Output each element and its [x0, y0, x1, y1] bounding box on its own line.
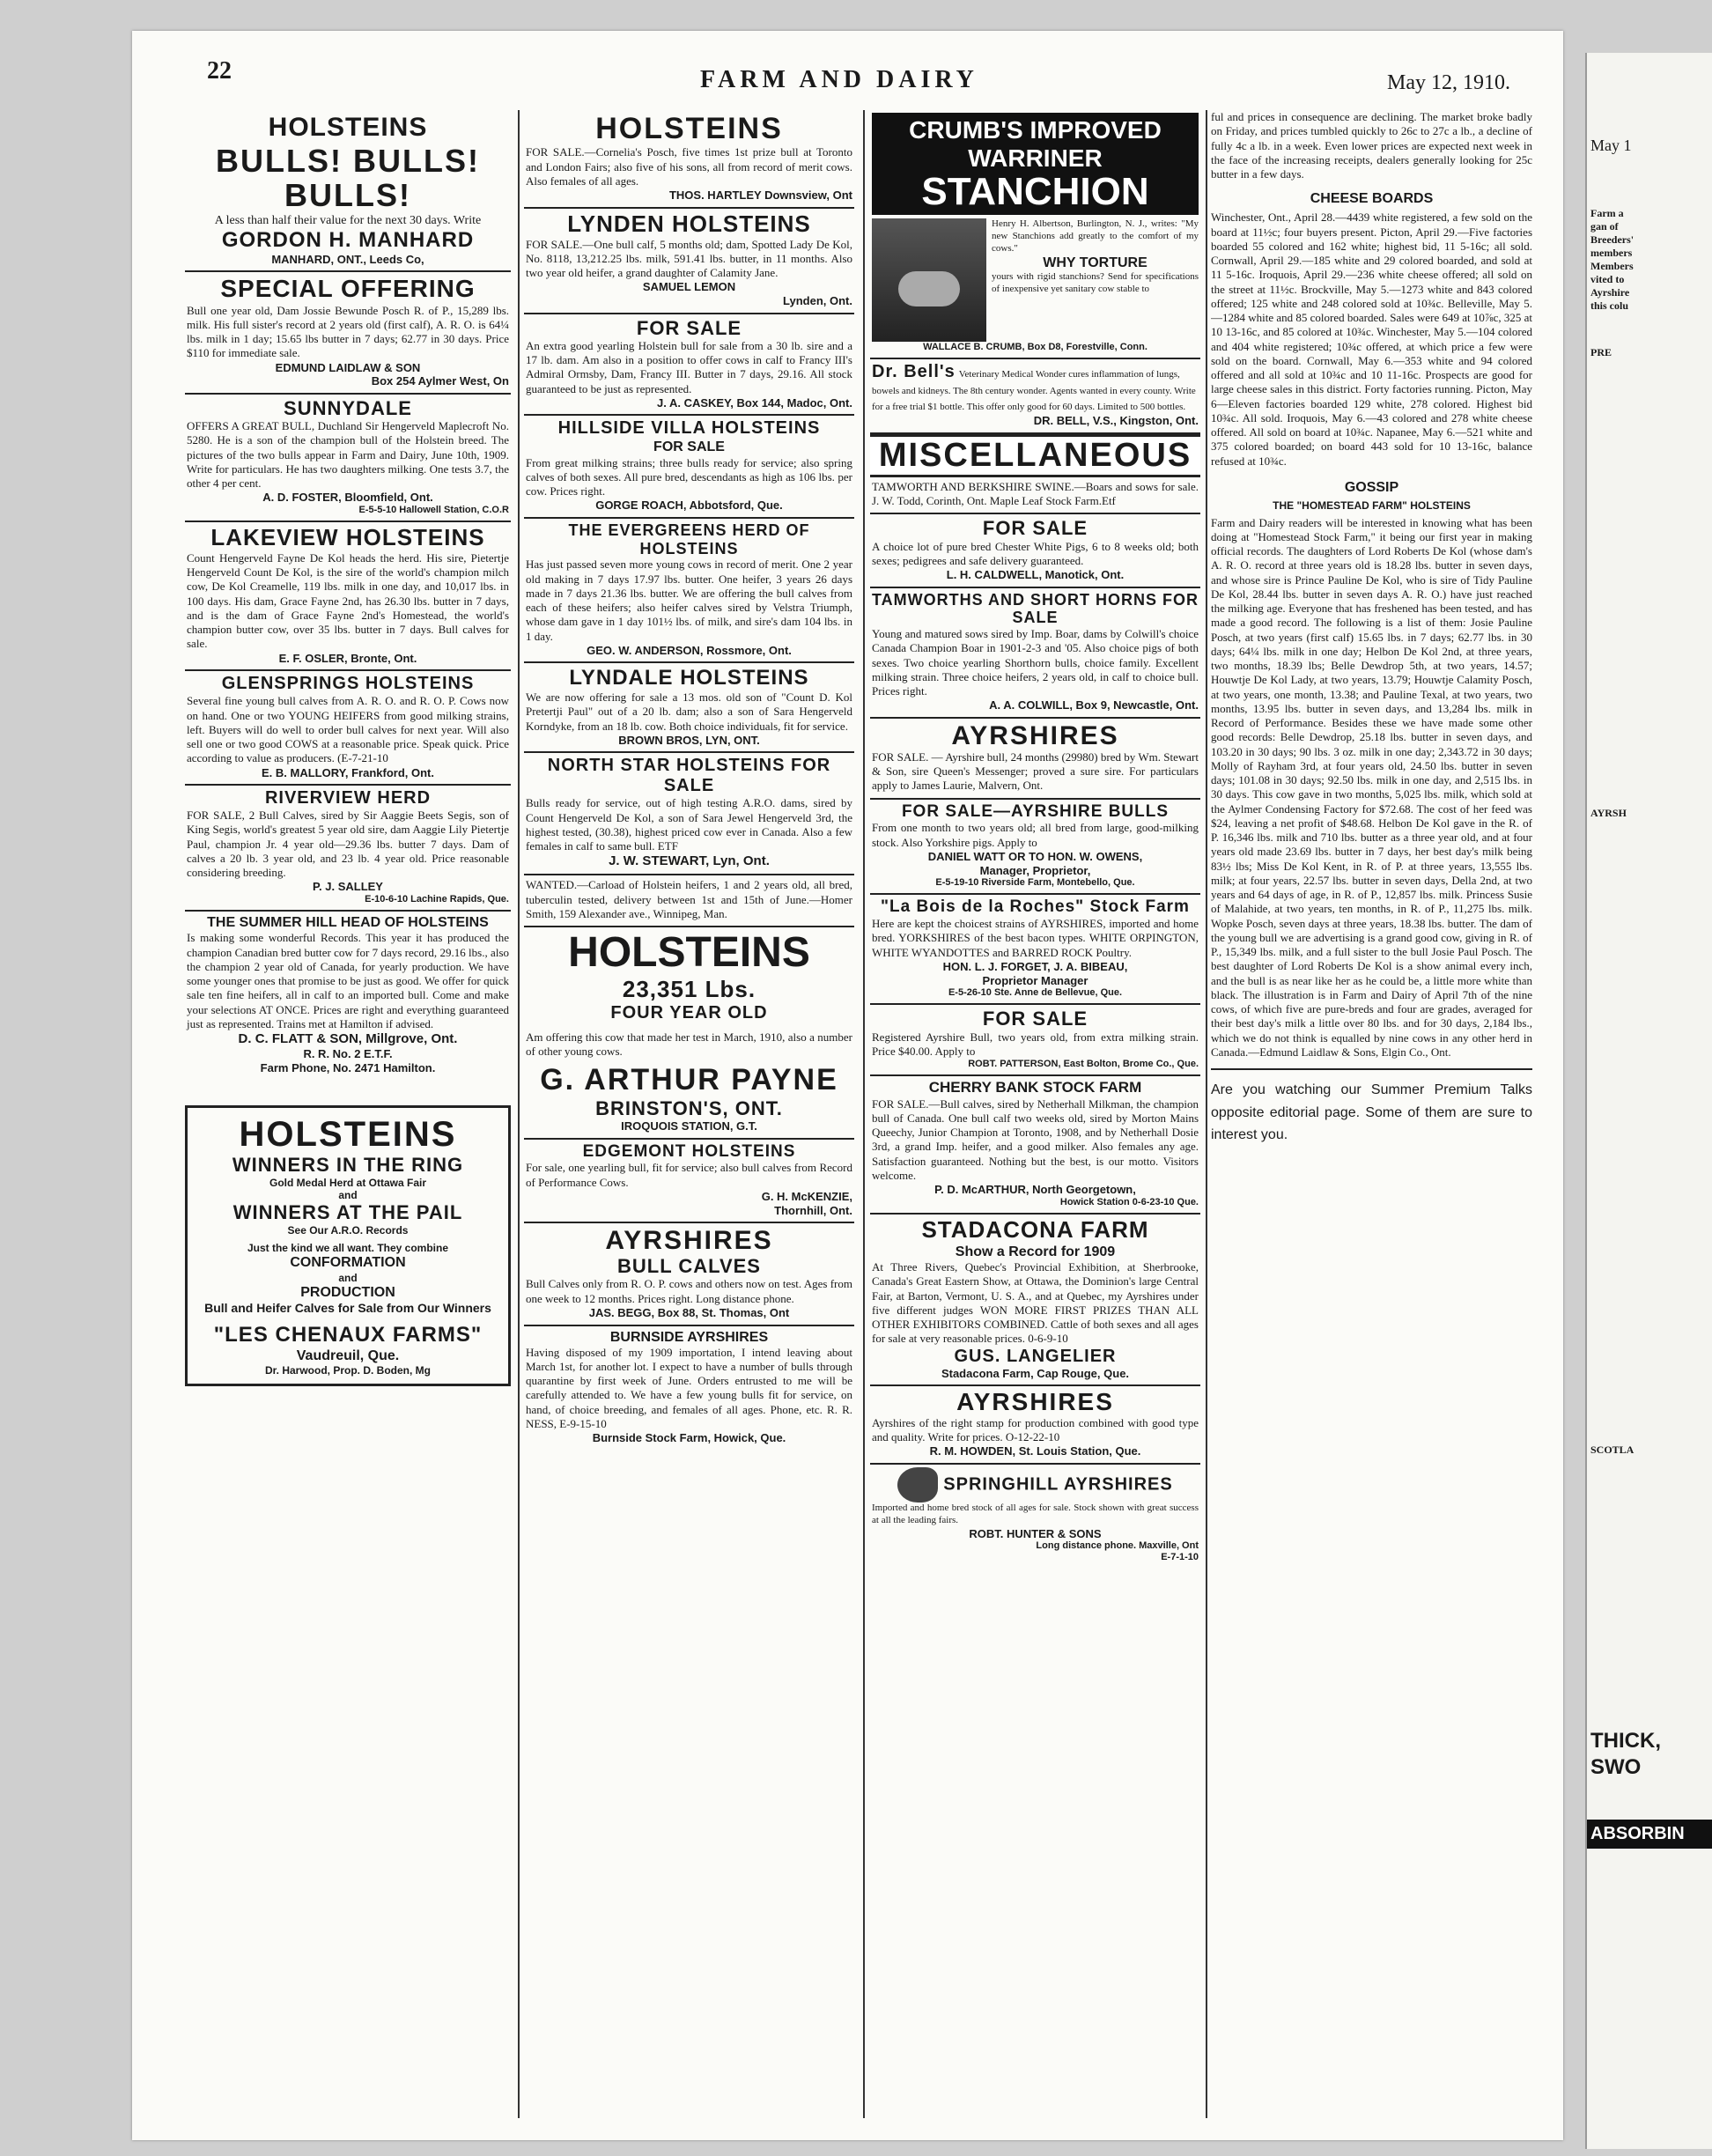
ad-signature: E. B. MALLORY, Frankford, Ont. — [262, 765, 434, 779]
premium-note: Are you watching our Summer Premium Talks opposite editorial page. Some of them are sure to interest you. — [1211, 1082, 1532, 1143]
page-header — [207, 57, 1510, 101]
ad-body: Young and matured sows sired by Imp. Boar, dams by Colwill's choice Canada Champion Boar in 1901-2-3 and '05. Also choice pigs of both sexes. Two choice yearling Shorthorn bulls, choice family. Excellent milking strain. Three choice heifers, 2 years old, in calf to choice bull. Prices right. — [872, 627, 1199, 698]
ad-lynden — [524, 209, 854, 314]
next-page-heading: AYRSH — [1590, 806, 1627, 819]
ad-name: GORDON H. MANHARD — [221, 228, 475, 253]
ad-springhill — [870, 1465, 1200, 1568]
next-page-edge — [1585, 53, 1712, 2149]
ad-title: AYRSHIRES — [951, 720, 1119, 750]
ad-caldwell — [870, 514, 1200, 587]
ad-signature: E. F. OSLER, Bronte, Ont. — [278, 651, 417, 665]
column-rule — [863, 110, 865, 2118]
ad-title: TAMWORTHS AND SHORT HORNS FOR SALE — [872, 590, 1199, 627]
ad-body: FOR SALE.—One bull calf, 5 months old; dam, Spotted Lady De Kol, No. 8118, 13,212.25 lbs. milk, 591.41 lbs. butter, in 11 months. Also two year old heifer, a grand daughter of Calamity Jane. — [526, 237, 852, 280]
next-page-date: May 1 — [1590, 137, 1632, 154]
ad-body: Having disposed of my 1909 importation, I intend leaving about March 1st, for another lot. I expect to have a number of bulls through quarantine by first week of June. Orders entrusted to me will be carefully attended to. We have a few young bulls fit for service, on hand, of choice breeding, and females of all ages. Phone, etc. R. R. NESS, E-9-15-10 — [526, 1345, 852, 1430]
ad-les-chenaux — [185, 1105, 511, 1386]
ad-body: From great milking strains; three bulls ready for service; also spring calves of both sexes. All pure bred, descendants as high as 106 lbs. per cow. Prices right. — [526, 455, 852, 498]
ad-watt-owens — [870, 800, 1200, 896]
ad-signature: A. A. COLWILL, Box 9, Newcastle, Ont. — [989, 698, 1199, 713]
cow-stanchion-illustration — [872, 218, 986, 342]
section-heading: GOSSIP — [1344, 479, 1399, 495]
ad-signature: Long distance phone. Maxville, Ont — [1036, 1540, 1199, 1552]
ad-signature: JAS. BEGG, Box 88, St. Thomas, Ont — [588, 1305, 790, 1319]
ad-title: Dr. Bell's — [872, 362, 956, 382]
ad-lyndale — [524, 663, 854, 753]
column-rule — [518, 110, 520, 2118]
ad-title: SUNNYDALE — [284, 396, 412, 419]
ad-signature: DANIEL WATT OR TO HON. W. OWENS, — [927, 849, 1143, 863]
ad-line: Vaudreuil, Que. — [296, 1348, 400, 1363]
column-2 — [524, 110, 854, 2118]
ad-signature: Proprietor Manager — [982, 973, 1088, 987]
page-date: May 12, 1910. — [1387, 71, 1510, 94]
ad-subtitle: BULL CALVES — [617, 1255, 761, 1278]
ad-station: IROQUOIS STATION, G.T. — [621, 1119, 757, 1133]
ad-title: AYRSHIRES — [605, 1226, 773, 1256]
ad-manhard — [185, 110, 511, 272]
ad-heading: WHY TORTURE — [1043, 255, 1147, 271]
ad-title: HOLSTEINS — [239, 1115, 457, 1155]
ad-title: LYNDALE HOLSTEINS — [569, 666, 809, 690]
ad-signature: Howick Station 0-6-23-10 Que. — [1059, 1196, 1199, 1207]
ad-body: Has just passed seven more young cows in record of merit. One 2 year old making in 7 days 17.97 lbs. butter. One heifer, 3 years 26 days made in 7 days 21.36 lbs. butter. We are offering the bull calves from each of these heifers; also heifer calves sired by Velstra Triumph, whose dam gave in 1 day 101½ lbs. of milk, and sire's dam 104 lbs. in 1 day. — [526, 557, 852, 643]
cheese-boards-text: Winchester, Ont., April 28.—4439 white registered, a few sold on the board at 11½c; four buyers present. Picton, April 29.—Five factories boarded 55 colored and 162 white; highest bid, 11 5-16c; all sold. Cornwall, April 29.—185 white and 29 colored boarded, and sold at 11 5-16c. Iroquois, April 29.—236 white cheese offered; all sold on the street at 11½c. Brockville, May 5.—1273 white and 843 colored offered; 125 white and 248 colored sold at 10¾c. Belleville, May 5.—1284 white and 85 colored boarded. Sales were 649 at 10⅞c, 325 at 10 13-16c, and 85 colored at 10¾c. Winchester, May 5.—104 colored and 404 white registered; 10¾c offered, at which price a few were sold on the board. Cornwall, May 6.—353 white and 94 colored offered and all sold at 10¾c and 10 11-16c. Prospects are good for large cheese sales in this district. Forty factories running. Picton, May 6—Eleven factories boarded 129 white, 278 colored. Highest bid 10¾c. All sold. Iroquois, May 6.—43 colored and 278 white cheese offered. All sold on board at 10¾c. Napanee, May 6.—521 white and 375 colored boarded; on board 443 sold for 10 13-16c, balance refused at 10¾c. — [1211, 210, 1532, 468]
ad-title: STADACONA FARM — [921, 1215, 1149, 1243]
ad-signature: GEO. W. ANDERSON, Rossmore, Ont. — [587, 643, 792, 657]
ad-line: Just the kind we all want. They combine — [247, 1242, 449, 1255]
ad-riverview — [185, 786, 511, 912]
ad-line: FOUR YEAR OLD — [610, 1002, 768, 1023]
ad-howden — [870, 1386, 1200, 1465]
ad-crumb-stanchion — [870, 110, 1200, 359]
ad-line: WINNERS AT THE PAIL — [232, 1201, 463, 1224]
ad-body: Am offering this cow that made her test in March, 1910, also a number of other young cows. — [526, 1030, 852, 1059]
ad-signature: G. H. McKENZIE, — [761, 1189, 852, 1203]
ad-title: HOLSTEINS — [568, 929, 810, 977]
ad-body: WANTED.—Carload of Holstein heifers, 1 and 2 years old, all bred, tuberculin tested, delivery between 1st and 15th of June.—Homer Smith, 159 Alexander ave., Winnipeg, Man. — [526, 878, 852, 920]
ad-name: G. ARTHUR PAYNE — [540, 1063, 838, 1097]
ad-lakeview — [185, 522, 511, 671]
ad-laurie — [870, 719, 1200, 800]
ad-glensprings — [185, 671, 511, 786]
ad-title: BULLS! BULLS! BULLS! — [216, 142, 480, 214]
ad-signature: E-7-1-10 — [1161, 1552, 1199, 1563]
ad-body: An extra good yearling Holstein bull for sale from a 30 lb. sire and a 17 lb. dam. Am also in a position to offer cows in calf to Francy III's Admiral Ormsby, Dam, Francy III. Butter in 7 days, 29.16. All stock guaranteed to be just as represented. — [526, 338, 852, 395]
next-page-line: gan of — [1590, 219, 1619, 233]
ad-line: CONFORMATION — [290, 1255, 406, 1271]
ad-body: Bull one year old, Dam Jossie Bewunde Posch R. of P., 15,289 lbs. milk. His full sister's record at 2 years old (first calf), A. R. O. is 64¼ lbs. milk in 1 day; 15.65 lbs butter in 7 days; 62.77 in 30 days. Price $110 for immediate sale. — [187, 303, 509, 360]
ad-hillside-villa — [524, 416, 854, 519]
ad-title: LAKEVIEW HOLSTEINS — [210, 524, 485, 551]
ad-body: FOR SALE, 2 Bull Calves, sired by Sir Aaggie Beets Segis, son of King Segis, world's greatest 5 year old sire, dam Aaggie Lily Pietertje Paul, champion Jr. 4 year old—29.36 lbs. butter 7 days. Dam of calves a 20 lb. 3 year old, and 23 lb. 4 year old. Price reasonable considering breeding. — [187, 808, 509, 880]
ad-signature: L. H. CALDWELL, Manotick, Ont. — [946, 568, 1125, 582]
ad-burnside — [524, 1326, 854, 1450]
ad-subtitle: Show a Record for 1909 — [955, 1244, 1116, 1259]
ad-sunnydale — [185, 395, 511, 522]
ad-address: MANHARD, ONT., Leeds Co, — [271, 252, 424, 266]
ad-title: HILLSIDE VILLA HOLSTEINS — [557, 418, 821, 439]
ad-body: FOR SALE.—Cornelia's Posch, five times 1st prize bull at Toronto and London Fairs; also five of his sons, all from record of merit cows. Also females of all ages. — [526, 145, 852, 188]
ad-signature: Stadacona Farm, Cap Rouge, Que. — [941, 1366, 1130, 1380]
ad-signature: R. M. HOWDEN, St. Louis Station, Que. — [929, 1444, 1141, 1458]
ad-title: FOR SALE — [636, 316, 742, 339]
ad-body: From one month to two years old; all bred from large, good-milking stock. Also Yorkshire pigs. Apply to — [872, 821, 1199, 849]
ad-title: LYNDEN HOLSTEINS — [567, 210, 811, 237]
ad-title: FOR SALE—AYRSHIRE BULLS — [901, 801, 1170, 821]
ad-body: yours with rigid stanchions? Send for specifications of inexpensive yet sanitary cow stable to — [992, 271, 1199, 295]
ad-body: FOR SALE. — Ayrshire bull, 24 months (29980) bred by Wm. Stewart & Son, sire Queen's Messenger; proved a sure sire. For particulars apply to James Laurie, Malvern, Ont. — [872, 749, 1199, 793]
ad-signature: GUS. LANGELIER — [954, 1346, 1117, 1366]
ad-signature: BROWN BROS, LYN, ONT. — [618, 733, 760, 747]
ad-line: "LES CHENAUX FARMS" — [213, 1323, 483, 1348]
section-heading: CHEESE BOARDS — [1310, 191, 1434, 207]
ad-signature: Farm Phone, No. 2471 Hamilton. — [260, 1060, 436, 1074]
next-page-ad: THICK, SWO — [1590, 1728, 1661, 1779]
ad-cherry-bank — [870, 1076, 1200, 1215]
ad-signature: D. C. FLATT & SON, Millgrove, Ont. — [238, 1031, 458, 1047]
ad-title: THE SUMMER HILL HEAD OF HOLSTEINS — [207, 915, 489, 931]
ad-line: Dr. Harwood, Prop. D. Boden, Mg — [264, 1363, 431, 1377]
ad-title: SPRINGHILL AYRSHIRES — [943, 1474, 1173, 1495]
ad-body: Henry H. Albertson, Burlington, N. J., writes: "My new Stanchions add greatly to the comfort of my cows." — [992, 218, 1199, 254]
ad-body: At Three Rivers, Quebec's Provincial Exhibition, at Sherbrooke, Canada's Great Eastern Show, at Ottawa, the Dominion's large Central Fair, at Barton, Vermont, U. S. A., and at Quebec, my Ayrshires under five different judges WON MORE FIRST PRIZES THAN ALL OTHER EXHIBITORS COMBINED. Cattle of both sexes and all ages for sale at very reasonable prices. 0-6-9-10 — [872, 1260, 1199, 1346]
ad-title: FOR SALE — [982, 517, 1088, 540]
ad-signature: E-5-5-10 Hallowell Station, C.O.R — [358, 504, 509, 515]
ad-signature: Lynden, Ont. — [783, 293, 852, 307]
ad-signature: DR. BELL, V.S., Kingston, Ont. — [1033, 414, 1199, 428]
next-page-line: Breeders' — [1590, 233, 1635, 246]
ad-body: Ayrshires of the right stamp for production combined with good type and quality. Write for prices. O-12-22-10 — [872, 1415, 1199, 1444]
ad-body: OFFERS A GREAT BULL, Duchland Sir Hengerveld Maplecroft No. 5280. He is a son of the champion bull of the Holstein breed. The pictures of the two bulls appear in Farm and Dairy, June 10th, 1909. Write for particulars. He has two daughters milking. One tests 3.7, the other 4 per cent. — [187, 419, 509, 491]
ad-caskey — [524, 314, 854, 417]
next-page-line: members — [1590, 246, 1633, 259]
ad-body: Several fine young bull calves from A. R. O. and R. O. P. Cows now on hand. One or two YOUNG HEIFERS from good milking strains, left. Buyers will do well to order bull calves for next year. Will also sell one or two good COWS at a reasonable price. Speak quick. Price according to value as producers. (E-7-21-10 — [187, 694, 509, 765]
ad-dr-bell — [870, 359, 1200, 434]
ad-title: AYRSHIRES — [956, 1388, 1114, 1416]
next-page-line: Farm a — [1590, 206, 1624, 219]
ad-title: STANCHION — [921, 170, 1149, 213]
ad-body: Count Hengerveld Fayne De Kol heads the herd. His sire, Pietertje Hengerveld Count De Kol, is the sire of the world's champion milch cow, De Kol Creamelle, 119 lbs. milk in one day, and 10,017 lbs. in 100 days. His dam, Grace Fayne 2nd, has 26.30 lbs. butter in 7 days, and is the dam of Grace Fayne 2nd's Homestead, the world's champion butter cow, over 35 lbs. butter in 7 days. Bull calves for sale. — [187, 550, 509, 651]
ad-body: For sale, one yearling bull, fit for service; also bull calves from Record of Performance Cows. — [526, 1161, 852, 1189]
column-4 — [1211, 110, 1532, 2118]
ad-line: PRODUCTION — [300, 1285, 395, 1301]
ad-signature: GORGE ROACH, Abbotsford, Que. — [595, 498, 783, 513]
ad-evergreens — [524, 519, 854, 663]
ad-signature: WALLACE B. CRUMB, Box D8, Forestville, Conn. — [923, 342, 1147, 352]
ad-hartley — [524, 110, 854, 209]
ad-body: TAMWORTH AND BERKSHIRE SWINE.—Boars and sows for sale. J. W. Todd, Corinth, Ont. Maple Leaf Stock Farm.Etf — [872, 479, 1199, 508]
ad-body: A less than half their value for the next 30 days. Write — [214, 213, 482, 227]
ad-heading: HOLSTEINS — [268, 113, 428, 142]
ad-edgemont — [524, 1140, 854, 1224]
ad-signature: HON. L. J. FORGET, J. A. BIBEAU, — [942, 959, 1128, 973]
ad-title: BURNSIDE AYRSHIRES — [609, 1329, 769, 1345]
section-heading: MISCELLANEOUS — [870, 434, 1200, 477]
column-1 — [185, 110, 511, 2118]
ad-body: Imported and home bred stock of all ages for sale. Stock shown with great success at all the leading fairs. — [872, 1503, 1199, 1525]
ad-body: Veterinary Medical Wonder cures inflammation of lungs, bowels and kidneys. The 8th century wonder. Agents wanted in every county. Write for a free trial $1 bottle. This offer only good for 60 days. Limited to 500 bottles. — [872, 369, 1196, 413]
next-page-heading: SCOTLA — [1590, 1443, 1635, 1456]
gossip-article-text: Farm and Dairy readers will be interested in knowing what has been doing at "Homestead Stock Farm," it being our first year in making official records. The daughters of Lord Roberts De Kol (whose dam's A. R. O. record at three years old is 18.28 lbs. butter in seven days, and whose sire is Prince Pauline De Kol, who is sire of Tidy Pauline De Kol, 28.44 lbs. butter in seven days A. R. O.) have just reached the milking age. Everyone that has freshened has been tested, and has made a good record. The following is a list of them: Josie Pauline Posch, at two years (first calf) 15.65 lbs. in 7 days; 62.77 lbs. in 30 days; 64¼ lbs. milk in one day; Helbon De Kol 2nd, at three years, two months, 18.39 lbs; Belle Dewdrop 5th, at two years, 14.57; Houwtje De Kol Lady, at two years, 13.79; Houwtje Calamity Posch, at two years, one month, 13.38; and Pauline Texal, at two years, two months, 13.95 lbs. butter in seven days, and 13,284 lbs. milk in Record of Performance. Besides these we have made some other good records: Belle Dewdrop, 25.18 lbs. butter in seven days, and 103.20 in 30 days; 90 lbs. 3 oz. milk in one day; 2,343.72 in 30 days; Molly of Rayham 3rd, at four years old, 24.50 lbs. butter in seven days; 101.08 in 30 days; 92.50 lbs. milk in one day, and 2,515 lbs. in 30 days. This cow gave in two months, 5,025 lbs. milk, which sold at the Aylmer Condensing Factory for $72.68. The cost of her feed was $24, leaving a net profit of $48.68. Helbon De Kol gave in the R. of P. 16,346 lbs. milk and 710 lbs. butter as a three year old, and at four years old made 23.69 lbs. butter in 7 days, her best day's milk being 83½ lbs; Miss De Kol Kent, in R. of P. at three years, 13,555 lbs. milk; at four years, 22.57 lbs. butter in seven days, Della 2nd, at two years and 64 days of age, in R. of P., 12,857 lbs. milk. Princess Susie of Malahide, at two years, ten months, in R. of P., 11,275 lbs. milk. Wopke Posch, seven days at three years, 18.38 lbs. butter. The dam of the young bull we are advertising is a grand good cow, giving in R. of P., 15,349 lbs. milk, and a full sister to the bull Josie Paul Posch. The best daughter of Lord Roberts De Kol is a show animal every inch, and the bull is as near like her as he could be, a little more white than black. The illustration is in Farm and Dairy of April 7th of the nine cows, of which five are pure-breds and four are grades, averaged for their best day's milk a little over 80 lbs. and for 30 days, 2,184 lbs., which we do not think is equalled by nine cows in any other herd in Canada.—Edmund Laidlaw & Sons, Elgin Co., Ont. — [1211, 515, 1532, 1059]
ad-heading: HOLSTEINS — [595, 112, 783, 145]
ad-signature: Burnside Stock Farm, Howick, Que. — [592, 1431, 786, 1445]
ad-title: NORTH STAR HOLSTEINS FOR SALE — [547, 756, 831, 796]
ad-title: SPECIAL OFFERING — [220, 275, 476, 303]
ad-wanted — [524, 875, 854, 927]
ad-signature: EDMUND LAIDLAW & SON — [275, 360, 421, 374]
ad-signature: Thornhill, Ont. — [774, 1203, 852, 1217]
column-rule — [1206, 110, 1207, 2118]
ad-title: GLENSPRINGS HOLSTEINS — [221, 674, 475, 694]
next-page-line: this colu — [1590, 299, 1629, 312]
ad-banner — [872, 113, 1199, 215]
article-title: THE "HOMESTEAD FARM" HOLSTEINS — [1273, 499, 1471, 513]
ad-signature: THOS. HARTLEY Downsview, Ont — [668, 188, 852, 203]
ad-line: Bull and Heifer Calves for Sale from Our Winners — [204, 1301, 491, 1316]
ad-signature: Box 254 Aylmer West, On — [371, 374, 509, 388]
ad-stadacona — [870, 1215, 1200, 1386]
ad-signature: J. A. CASKEY, Box 144, Madoc, Ont. — [656, 395, 852, 410]
newspaper-page — [132, 31, 1563, 2140]
ad-title: CHERRY BANK STOCK FARM — [928, 1079, 1142, 1096]
ad-title: RIVERVIEW HERD — [264, 788, 432, 808]
next-page-heading: PRE — [1590, 345, 1612, 358]
ad-signature: E-10-6-10 Lachine Rapids, Que. — [365, 894, 509, 904]
ad-signature: Manager, Proprietor, — [979, 863, 1091, 877]
page-title: FARM AND DAIRY — [700, 66, 978, 93]
ad-body: Is making some wonderful Records. This year it has produced the champion Canadian bred butter cow for 7 days record, 29.16 lbs., also the champion 2 year old of Canada, for yearly production. We have some younger ones that promise to be just as good. We offer for quick sale ten fine heifers, all in calf to an imported bull. Come and make your selections AT ONCE. Prices are right and everything guaranteed just as represented. Trains met at Hamilton if advised. — [187, 931, 509, 1030]
ad-body: Registered Ayrshire Bull, two years old, from extra milking strain. Price $40.00. Apply to — [872, 1030, 1199, 1058]
next-page-line: Ayrshire — [1590, 285, 1630, 299]
next-page-line: Members — [1590, 259, 1634, 272]
ad-begg — [524, 1223, 854, 1325]
ad-signature: ROBT. HUNTER & SONS — [969, 1526, 1102, 1540]
ad-signature: J. W. STEWART, Lyn, Ont. — [609, 853, 770, 869]
column-3 — [870, 110, 1200, 2118]
ad-body: Bulls ready for service, out of high testing A.R.O. dams, sired by Count Hengerveld De Kol, a son of Sara Jewel Hengerveld 3rd, the highest tested, (30.38), highest priced cow ever in Canada. Also a few females in calf to same bull. ETF — [526, 796, 852, 853]
ad-title: FOR SALE — [982, 1008, 1088, 1030]
ad-title: "La Bois de la Roches" Stock Farm — [881, 897, 1190, 917]
ad-body: Here are kept the choicest strains of AYRSHIRES, imported and home bred. YORKSHIRES of the best bacon types. WHITE ORPINGTON, WHITE WYANDOTTES and BARRED ROCK Poultry. — [872, 917, 1199, 959]
ad-body: Bull Calves only from R. O. P. cows and others now on test. Ages from one week to 12 months. Prices right. Long distance phone. — [526, 1277, 852, 1305]
ad-line: See Our A.R.O. Records — [287, 1223, 409, 1237]
ad-title: CRUMB'S IMPROVED WARRINER — [909, 116, 1162, 172]
ad-line: and — [338, 1271, 358, 1284]
ad-laidlaw — [185, 272, 511, 394]
ad-signature: E-5-19-10 Riverside Farm, Montebello, Que. — [935, 877, 1135, 889]
ad-title: EDGEMONT HOLSTEINS — [582, 1141, 796, 1161]
ad-signature: P. D. McARTHUR, North Georgetown, — [934, 1183, 1136, 1197]
market-report-text: ful and prices in consequence are declining. The market broke badly on Friday, and prices tumbled quickly to 26c to 27c a lb., a decline of fully 4c a lb. in a week. Even lower prices are expected next week in the face of the increasing receipts, dealers generally looking for 25c butter in a few days. — [1211, 110, 1532, 181]
ad-body: We are now offering for sale a 13 mos. old son of "Count D. Kol Pretertji Paul" out of a 20 lb. dam; also a son of Sara Hengerveld Korndyke, from an 18 lb. cow. Both choice individuals, fit for service. — [526, 690, 852, 733]
ad-signature: E-5-26-10 Ste. Anne de Bellevue, Que. — [948, 987, 1123, 999]
ad-patterson — [870, 1005, 1200, 1076]
ad-signature: R. R. No. 2 E.T.F. — [303, 1047, 393, 1061]
ad-signature: SAMUEL LEMON — [642, 280, 736, 294]
ad-body: A choice lot of pure bred Chester White Pigs, 6 to 8 weeks old; both sexes; pedigrees and safe delivery guaranteed. — [872, 539, 1199, 567]
ad-signature: A. D. FOSTER, Bloomfield, Ont. — [262, 491, 433, 505]
ad-north-star — [524, 753, 854, 875]
ad-signature: ROBT. PATTERSON, East Bolton, Brome Co., Que. — [968, 1059, 1199, 1070]
ad-payne — [524, 927, 854, 1139]
ad-line: WINNERS IN THE RING — [232, 1154, 464, 1177]
ad-title: THE EVERGREENS HERD OF HOLSTEINS — [568, 521, 810, 557]
ad-todd — [870, 477, 1200, 515]
next-page-ad: ABSORBIN — [1587, 1820, 1712, 1849]
ad-subtitle: FOR SALE — [653, 439, 725, 455]
horse-head-icon — [897, 1467, 938, 1503]
ad-line: Gold Medal Herd at Ottawa Fair — [269, 1176, 427, 1189]
ad-line: 23,351 Lbs. — [622, 975, 756, 1002]
ad-line: and — [338, 1189, 358, 1201]
next-page-line: vited to — [1590, 272, 1625, 285]
ad-forget — [870, 895, 1200, 1005]
ad-signature: P. J. SALLEY — [313, 880, 383, 894]
ad-body: FOR SALE.—Bull calves, sired by Netherhall Milkman, the champion bull of Canada. One bull calf two weeks old, sired by Morton Mains Queechy, Junior Champion at Toronto, 1908, and by Netherhall Dosie 3rd, a grand Imp. heifer, and a good milker. Also females any age. Satisfaction guaranteed. Nothing but the best, is our motto. Visitors welcome. — [872, 1096, 1199, 1182]
ad-summerhill — [185, 912, 511, 1079]
ad-colwill — [870, 588, 1200, 719]
ad-address: BRINSTON'S, ONT. — [595, 1096, 783, 1119]
page-number: 22 — [207, 57, 232, 85]
